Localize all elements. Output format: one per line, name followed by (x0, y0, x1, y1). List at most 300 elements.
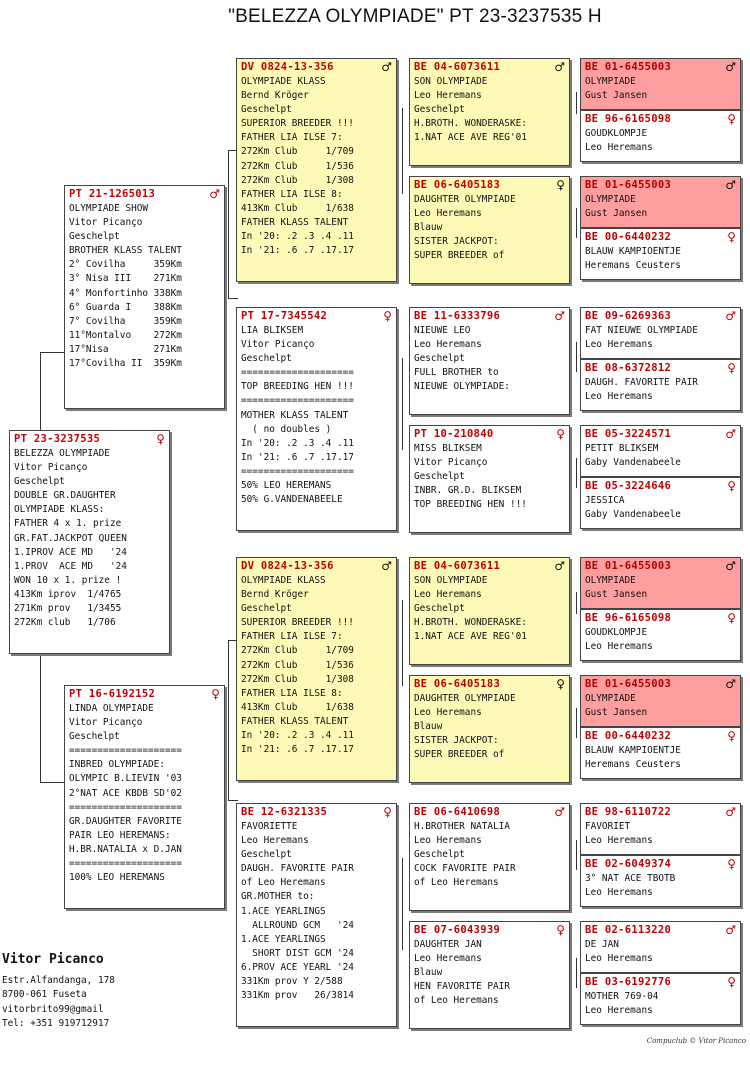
card-line: 17°Nisa 271Km (69, 343, 182, 355)
card-line: MOTHER 769-04 (585, 991, 659, 1002)
card-line: ALLROUND GCM '24 (241, 919, 354, 931)
card-line: BROTHER KLASS TALENT (69, 245, 182, 257)
card-line: 1.ACE YEARLINGS (241, 933, 326, 945)
pedigree-card-dss[interactable] (409, 557, 570, 665)
card-line: LINDA OLYMPIADE (69, 703, 154, 714)
male-symbol-icon: ♂ (554, 309, 565, 323)
card-line: FATHER LIA ILSE 8: (241, 687, 343, 699)
card-header (581, 360, 740, 376)
card-header (410, 922, 569, 938)
page-title: "BELEZZA OLYMPIADE" PT 23-3237535 H (228, 6, 602, 27)
card-lines (581, 938, 740, 966)
card-line: Geschelpt (414, 104, 465, 116)
card-line: In '21: .6 .7 .17.17 (241, 744, 354, 756)
card-line: Gust Jansen (585, 90, 648, 102)
card-line: Leo Heremans (585, 339, 653, 351)
female-symbol-icon: ♀ (727, 479, 736, 493)
card-line: 4° Monfortinho 338Km (69, 287, 182, 299)
card-header (237, 804, 396, 820)
female-symbol-icon: ♀ (556, 427, 565, 441)
card-lines (410, 692, 569, 762)
card-line: OLYMPIADE SHOW (69, 203, 149, 214)
card-line: OLYMPIADE (585, 194, 636, 205)
card-line: Leo Heremans (585, 142, 653, 154)
card-line: ==================== (69, 858, 182, 870)
ring-number: BE 98-6110722 (585, 806, 672, 818)
pedigree-card-sire-dam[interactable] (236, 307, 397, 531)
card-lines (581, 744, 740, 772)
pedigree-card-g8[interactable] (580, 477, 741, 529)
card-line: Leo Heremans (585, 953, 653, 965)
connector (228, 800, 238, 801)
male-symbol-icon: ♂ (554, 805, 565, 819)
card-header (65, 686, 224, 702)
ring-number: BE 00-6440232 (585, 231, 672, 243)
card-lines (10, 447, 169, 630)
connector (402, 108, 403, 194)
card-line: Heremans Ceusters (585, 759, 681, 771)
card-line: 1.ACE YEARLINGS (241, 905, 326, 917)
female-symbol-icon: ♀ (556, 677, 565, 691)
card-line: In '20: .2 .3 .4 .11 (241, 231, 354, 243)
card-line: Geschelpt (241, 603, 292, 615)
male-symbol-icon: ♂ (381, 60, 392, 74)
card-line: H.BROTHER NATALIA (414, 821, 510, 832)
male-symbol-icon: ♂ (554, 60, 565, 74)
card-header (581, 478, 740, 494)
female-symbol-icon: ♀ (727, 857, 736, 871)
card-line: MOTHER KLASS TALENT (241, 409, 349, 421)
male-symbol-icon: ♂ (209, 187, 220, 201)
card-line: Heremans Ceusters (585, 260, 681, 272)
card-header (581, 229, 740, 245)
ring-number: BE 96-6165098 (585, 113, 672, 125)
card-header (410, 558, 569, 574)
card-header (10, 431, 169, 447)
card-line: 17°Covilha II 359Km (69, 358, 182, 370)
card-line: Gust Jansen (585, 707, 648, 719)
card-line: PAIR LEO HEREMANS: (69, 829, 171, 841)
card-line: In '21: .6 .7 .17.17 (241, 245, 354, 257)
pedigree-card-g1[interactable] (580, 58, 741, 110)
pedigree-card-subject[interactable] (9, 430, 170, 654)
ring-number: BE 09-6269363 (585, 310, 672, 322)
card-line: FATHER LIA ILSE 7: (241, 132, 343, 144)
ring-number: BE 01-6455003 (585, 560, 672, 572)
pedigree-card-dam-dam[interactable] (236, 803, 397, 1027)
card-lines (65, 202, 224, 371)
ring-number: PT 17-7345542 (241, 310, 328, 322)
ring-number: BE 02-6113220 (585, 924, 672, 936)
male-symbol-icon: ♂ (554, 559, 565, 573)
card-line: OLYMPIADE (585, 575, 636, 586)
female-symbol-icon: ♀ (156, 432, 165, 446)
card-lines (410, 820, 569, 890)
connector (40, 782, 66, 783)
pedigree-card-ddd[interactable] (409, 921, 570, 1029)
card-line: TOP BREEDING HEN !!! (414, 499, 527, 511)
ring-number: BE 04-6073611 (414, 560, 501, 572)
connector (40, 352, 66, 353)
ring-number: BE 00-6440232 (585, 730, 672, 742)
card-lines (237, 75, 396, 258)
card-header (410, 804, 569, 820)
card-lines (581, 75, 740, 103)
card-line: ==================== (241, 395, 354, 407)
pedigree-card-g11[interactable] (580, 675, 741, 727)
ring-number: BE 06-6405183 (414, 179, 501, 191)
card-line: HEN FAVORITE PAIR (414, 981, 510, 993)
card-line: 272Km Club 1/308 (241, 673, 354, 685)
card-line: Geschelpt (241, 353, 292, 365)
ring-number: BE 11-6333796 (414, 310, 501, 322)
pedigree-card-dds[interactable] (409, 803, 570, 911)
card-lines (410, 324, 569, 394)
card-line: GOUDKLOMPJE (585, 627, 648, 638)
card-line: ==================== (241, 465, 354, 477)
card-lines (581, 872, 740, 900)
card-lines (410, 442, 569, 512)
card-header (581, 111, 740, 127)
card-header (237, 558, 396, 574)
card-line: Gaby Vandenabeele (585, 509, 681, 521)
card-line: FATHER LIA ILSE 8: (241, 188, 343, 200)
card-line: Gust Jansen (585, 208, 648, 220)
card-line: Gaby Vandenabeele (585, 457, 681, 469)
card-lines (410, 938, 569, 1008)
ring-number: BE 08-6372812 (585, 362, 672, 374)
pedigree-card-dam[interactable] (64, 685, 225, 909)
card-line: Leo Heremans (585, 641, 653, 653)
card-header (410, 426, 569, 442)
card-line: 331Km prov Y 2/588 (241, 976, 343, 988)
ring-number: BE 06-6405183 (414, 678, 501, 690)
card-line: DAUGH. FAVORITE PAIR (585, 377, 698, 388)
card-line: Leo Heremans (585, 887, 653, 899)
breeder-phone: Tel: +351 919712917 (2, 1017, 110, 1029)
male-symbol-icon: ♂ (725, 805, 736, 819)
card-line: 272Km Club 1/709 (241, 146, 354, 158)
card-line: DE JAN (585, 939, 619, 950)
card-line: Geschelpt (414, 603, 465, 615)
card-line: FATHER LIA ILSE 7: (241, 631, 343, 643)
card-line: OLYMPIADE KLASS: (14, 504, 105, 516)
card-line: Leo Heremans (414, 589, 482, 601)
card-header (581, 59, 740, 75)
card-line: ( no doubles ) (241, 423, 332, 435)
card-line: Leo Heremans (414, 208, 482, 220)
ring-number: DV 0824-13-356 (241, 61, 334, 73)
card-header (237, 308, 396, 324)
card-line: Blauw (414, 967, 443, 979)
card-line: Leo Heremans (414, 707, 482, 719)
card-header (237, 59, 396, 75)
ring-number: BE 01-6455003 (585, 678, 672, 690)
card-header (581, 308, 740, 324)
card-lines (581, 692, 740, 720)
card-line: Leo Heremans (414, 339, 482, 351)
card-line: Geschelpt (69, 731, 120, 743)
card-line: 7° Covilha 359Km (69, 315, 182, 327)
pedigree-card-dam-sire[interactable] (236, 557, 397, 781)
card-line: 1.PROV ACE MD '24 (14, 560, 127, 572)
card-line: FATHER 4 x 1. prize (14, 518, 122, 530)
card-line: 11°Montalvo 272Km (69, 329, 182, 341)
card-line: 100% LEO HEREMANS (69, 872, 165, 884)
card-line: GR.FAT.JACKPOT QUEEN (14, 532, 127, 544)
pedigree-card-g9[interactable] (580, 557, 741, 609)
pedigree-card-ssd[interactable] (409, 176, 570, 284)
pedigree-card-g12[interactable] (580, 727, 741, 779)
female-symbol-icon: ♀ (727, 611, 736, 625)
ring-number: BE 02-6049374 (585, 858, 672, 870)
card-line: Geschelpt (414, 849, 465, 861)
card-line: OLYMPIADE (585, 693, 636, 704)
card-lines (581, 245, 740, 273)
card-line: Leo Heremans (414, 835, 482, 847)
card-line: 1.NAT ACE AVE REG'01 (414, 132, 527, 144)
card-line: H.BROTH. WONDERASKE: (414, 118, 527, 130)
footer-credit: Compuclub © Vitor Picanco (646, 1037, 746, 1045)
male-symbol-icon: ♂ (725, 178, 736, 192)
card-lines (237, 324, 396, 507)
card-line: FAT NIEUWE OLYMPIADE (585, 325, 698, 336)
card-line: of Leo Heremans (414, 877, 499, 889)
pedigree-card-g14[interactable] (580, 855, 741, 907)
card-header (581, 610, 740, 626)
card-line: FULL BROTHER to (414, 367, 499, 379)
card-line: Blauw (414, 222, 443, 234)
breeder-address: Estr.Alfandanga, 178 (2, 975, 115, 986)
card-lines (581, 127, 740, 155)
card-line: OLYMPIADE KLASS (241, 76, 326, 87)
card-lines (581, 376, 740, 404)
card-line: DAUGHTER JAN (414, 939, 482, 950)
female-symbol-icon: ♀ (211, 687, 220, 701)
ring-number: BE 05-3224571 (585, 428, 672, 440)
card-header (410, 177, 569, 193)
pedigree-card-sdd[interactable] (409, 425, 570, 533)
card-header (65, 186, 224, 202)
card-line: BLAUW KAMPIOENTJE (585, 246, 681, 257)
card-line: 272Km Club 1/308 (241, 174, 354, 186)
card-line: 2° Covilha 359Km (69, 259, 182, 271)
card-line: Leo Heremans (241, 835, 309, 847)
pedigree-card-g3[interactable] (580, 176, 741, 228)
ring-number: PT 10-210840 (414, 428, 494, 440)
card-line: ==================== (241, 367, 354, 379)
card-header (410, 676, 569, 692)
card-line: DOUBLE GR.DAUGHTER (14, 490, 116, 502)
card-line: 6° Guarda I 388Km (69, 301, 182, 313)
connector (40, 352, 41, 434)
card-header (410, 59, 569, 75)
card-line: 3° Nisa III 271Km (69, 273, 182, 285)
female-symbol-icon: ♀ (383, 805, 392, 819)
card-header (581, 676, 740, 692)
card-lines (65, 702, 224, 885)
card-line: Blauw (414, 721, 443, 733)
connector (576, 92, 577, 114)
card-line: SUPER BREEDER of (414, 749, 505, 761)
card-line: JESSICA (585, 495, 625, 506)
card-line: 272Km Club 1/536 (241, 659, 354, 671)
male-symbol-icon: ♂ (381, 559, 392, 573)
ring-number: BE 03-6192776 (585, 976, 672, 988)
pedigree-card-g13[interactable] (580, 803, 741, 855)
pedigree-card-g4[interactable] (580, 228, 741, 280)
card-line: COCK FAVORITE PAIR (414, 863, 516, 875)
ring-number: BE 07-6043939 (414, 924, 501, 936)
male-symbol-icon: ♂ (725, 923, 736, 937)
card-lines (581, 820, 740, 848)
pedigree-card-g7[interactable] (580, 425, 741, 477)
card-line: SUPERIOR BREEDER !!! (241, 617, 354, 629)
card-line: NIEUWE OLYMPIADE: (414, 381, 510, 393)
male-symbol-icon: ♂ (725, 60, 736, 74)
ring-number: PT 23-3237535 (14, 433, 101, 445)
card-line: Geschelpt (69, 231, 120, 243)
breeder-info (2, 952, 115, 1031)
card-line: DAUGH. FAVORITE PAIR (241, 863, 354, 875)
card-line: TOP BREEDING HEN !!! (241, 381, 354, 393)
card-header (581, 922, 740, 938)
card-line: NIEUWE LEO (414, 325, 471, 336)
card-line: OLYMPIC B.LIEVIN '03 (69, 773, 182, 785)
card-line: Leo Heremans (414, 90, 482, 102)
card-line: 3° NAT ACE TBOTB (585, 873, 676, 884)
card-line: Leo Heremans (585, 1005, 653, 1017)
connector (402, 858, 403, 950)
card-line: Vitor Picanço (14, 462, 88, 474)
pedigree-card-g6[interactable] (580, 359, 741, 411)
card-line: SHORT DIST GCM '24 (241, 947, 354, 959)
card-line: Geschelpt (241, 104, 292, 116)
pedigree-card-sss[interactable] (409, 58, 570, 166)
card-line: ==================== (69, 801, 182, 813)
connector (402, 358, 403, 450)
card-line: 413Km Club 1/638 (241, 701, 354, 713)
pedigree-card-dsd[interactable] (409, 675, 570, 783)
female-symbol-icon: ♀ (727, 729, 736, 743)
card-line: ==================== (69, 745, 182, 757)
connector (40, 652, 41, 782)
card-line: 6.PROV ACE YEARL '24 (241, 961, 354, 973)
card-line: H.BR.NATALIA x D.JAN (69, 843, 182, 855)
pedigree-card-g16[interactable] (580, 973, 741, 1025)
card-header (581, 804, 740, 820)
card-line: In '20: .2 .3 .4 .11 (241, 730, 354, 742)
card-line: H.BROTH. WONDERASKE: (414, 617, 527, 629)
card-line: INBRED OLYMPIADE: (69, 759, 165, 771)
ring-number: PT 21-1265013 (69, 188, 156, 200)
ring-number: BE 12-6321335 (241, 806, 328, 818)
card-line: SISTER JACKPOT: (414, 735, 499, 747)
connector (402, 600, 403, 686)
ring-number: BE 01-6455003 (585, 61, 672, 73)
card-lines (581, 626, 740, 654)
card-lines (410, 193, 569, 263)
pedigree-card-sire[interactable] (64, 185, 225, 409)
card-line: Vitor Picanço (414, 457, 488, 469)
card-header (581, 856, 740, 872)
ring-number: BE 96-6165098 (585, 612, 672, 624)
card-line: GR.MOTHER to: (241, 891, 315, 903)
female-symbol-icon: ♀ (556, 178, 565, 192)
connector (576, 958, 577, 988)
card-lines (581, 442, 740, 470)
card-line: FAVORIET (585, 821, 631, 832)
card-line: In '20: .2 .3 .4 .11 (241, 437, 354, 449)
card-line: WON 10 x 1. prize ! (14, 574, 122, 586)
card-line: OLYMPIADE KLASS (241, 575, 326, 586)
pedigree-card-sire-sire[interactable] (236, 58, 397, 282)
card-line: 413Km iprov 1/4765 (14, 588, 122, 600)
breeder-name: Vitor Picanco (2, 952, 104, 967)
ring-number: BE 04-6073611 (414, 61, 501, 73)
connector (576, 592, 577, 614)
ring-number: PT 16-6192152 (69, 688, 156, 700)
female-symbol-icon: ♀ (727, 112, 736, 126)
connector (228, 640, 229, 800)
card-line: 1.IPROV ACE MD '24 (14, 546, 127, 558)
card-header (581, 426, 740, 442)
card-header (581, 558, 740, 574)
breeder-email: vitorbrito99@gmail (2, 1003, 104, 1015)
card-line: 272Km Club 1/536 (241, 160, 354, 172)
card-header (410, 308, 569, 324)
female-symbol-icon: ♀ (556, 923, 565, 937)
ring-number: BE 05-3224646 (585, 480, 672, 492)
pedigree-card-sds[interactable] (409, 307, 570, 415)
card-line: Geschelpt (414, 471, 465, 483)
card-lines (410, 75, 569, 145)
ring-number: BE 01-6455003 (585, 179, 672, 191)
male-symbol-icon: ♂ (725, 427, 736, 441)
card-line: 2°NAT ACE KBDB SD'02 (69, 787, 182, 799)
card-line: 272Km Club 1/709 (241, 645, 354, 657)
card-line: 331Km prov 26/3814 (241, 990, 354, 1002)
card-line: 413Km Club 1/638 (241, 202, 354, 214)
pedigree-card-g2[interactable] (580, 110, 741, 162)
card-line: 1.NAT ACE AVE REG'01 (414, 631, 527, 643)
card-line: BLAUW KAMPIOENTJE (585, 745, 681, 756)
connector (228, 150, 229, 298)
card-line: BELEZZA OLYMPIADE (14, 448, 110, 459)
card-line: Leo Heremans (585, 835, 653, 847)
connector (228, 298, 238, 299)
card-line: GOUDKLOMPJE (585, 128, 648, 139)
female-symbol-icon: ♀ (727, 975, 736, 989)
card-lines (581, 574, 740, 602)
ring-number: DV 0824-13-356 (241, 560, 334, 572)
card-line: DAUGHTER OLYMPIADE (414, 693, 516, 704)
card-line: GR.DAUGHTER FAVORITE (69, 815, 182, 827)
pedigree-card-g5[interactable] (580, 307, 741, 359)
connector (576, 708, 577, 738)
card-lines (237, 820, 396, 1003)
card-line: 271Km prov 1/3455 (14, 603, 122, 615)
pedigree-card-g10[interactable] (580, 609, 741, 661)
card-line: Gust Jansen (585, 589, 648, 601)
male-symbol-icon: ♂ (725, 677, 736, 691)
card-line: of Leo Heremans (241, 877, 326, 889)
card-line: Vitor Picanço (241, 339, 315, 351)
card-line: OLYMPIADE (585, 76, 636, 87)
card-line: SUPER BREEDER of (414, 250, 505, 262)
pedigree-card-g15[interactable] (580, 921, 741, 973)
card-lines (237, 574, 396, 757)
